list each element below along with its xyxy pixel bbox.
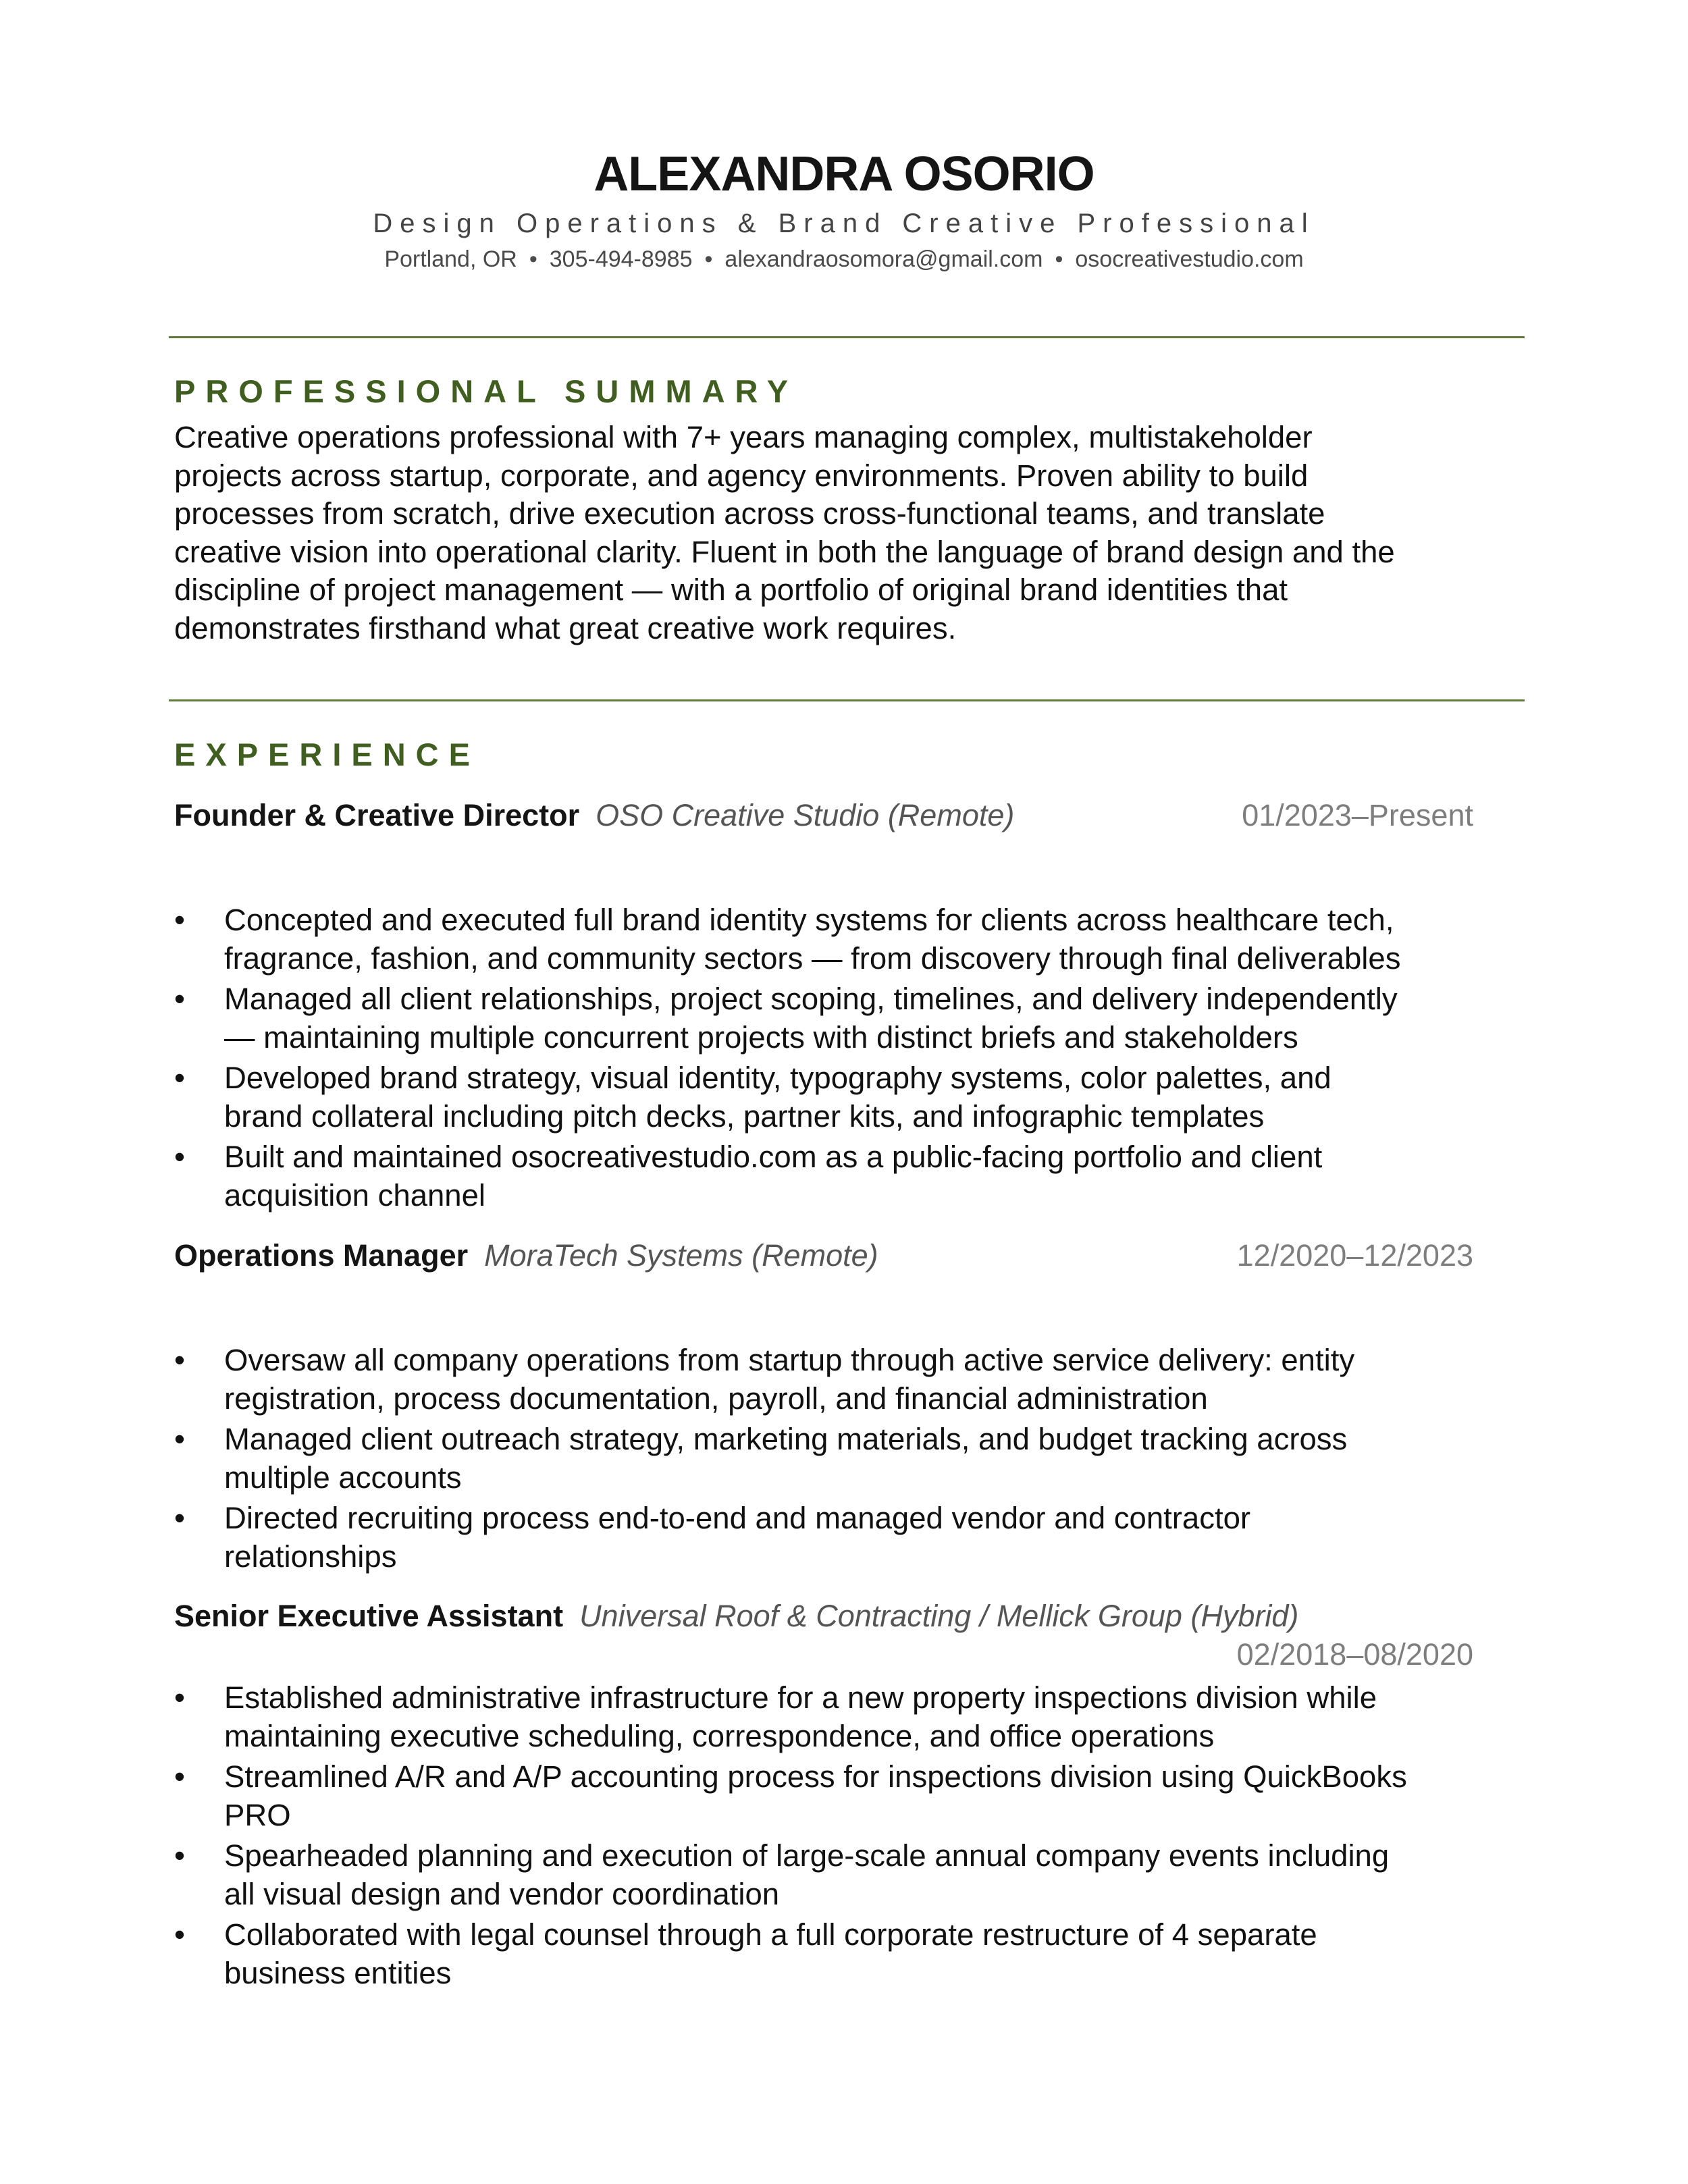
- bullet-text: Built and maintained osocreativestudio.com as a public-facing portfolio and client: [224, 1140, 1323, 1174]
- bullet-text: acquisition channel: [224, 1177, 486, 1213]
- summary-heading: PROFESSIONAL SUMMARY: [174, 373, 799, 409]
- bullet-marker: •: [174, 1343, 185, 1377]
- summary-line: Creative operations professional with 7+ years managing complex, multistakeholder: [174, 420, 1313, 454]
- separator-dot: •: [529, 246, 537, 272]
- bullet-marker: •: [174, 1680, 185, 1715]
- bullet-marker: •: [174, 1917, 185, 1952]
- job-dates: 02/2018–08/2020: [1236, 1637, 1473, 1672]
- bullet-text: Streamlined A/R and A/P accounting process for inspections division using QuickBooks: [224, 1759, 1407, 1794]
- bullet-text: Directed recruiting process end-to-end and managed vendor and contractor: [224, 1501, 1251, 1535]
- list-item: [174, 1059, 1531, 1136]
- list-item: [174, 1679, 1531, 1755]
- job-header: [174, 797, 1014, 834]
- bullet-text: fragrance, fashion, and community sectors — from discovery through final deliverables: [224, 940, 1401, 976]
- bullet-marker: •: [174, 1422, 185, 1456]
- list-item: [174, 1499, 1531, 1576]
- contact-website: osocreativestudio.com: [1075, 246, 1304, 272]
- list-item: [174, 1837, 1531, 1913]
- bullet-text: business entities: [224, 1955, 452, 1990]
- list-item: [174, 1420, 1531, 1497]
- summary-line: projects across startup, corporate, and agency environments. Proven ability to build: [174, 458, 1309, 493]
- candidate-name: ALEXANDRA OSORIO: [594, 147, 1094, 201]
- section-divider: [169, 336, 1525, 338]
- bullet-text: Spearheaded planning and execution of large-scale annual company events including: [224, 1838, 1390, 1873]
- job-company: Universal Roof & Contracting / Mellick Group (Hybrid): [579, 1599, 1299, 1633]
- bullet-text: PRO: [224, 1797, 291, 1832]
- bullet-marker: •: [174, 1140, 185, 1174]
- job-dates: 01/2023–Present: [1242, 798, 1473, 832]
- job-bullets: [174, 1679, 1531, 1995]
- candidate-tagline: Design Operations & Brand Creative Professional: [373, 209, 1315, 238]
- section-divider: [169, 699, 1525, 701]
- bullet-text: relationships: [224, 1539, 397, 1574]
- list-item: [174, 1138, 1531, 1215]
- bullet-text: Oversaw all company operations from startup through active service delivery: entity: [224, 1343, 1355, 1377]
- bullet-marker: •: [174, 1759, 185, 1794]
- list-item: [174, 1916, 1531, 1992]
- contact-line: [0, 244, 1688, 274]
- bullet-marker: •: [174, 903, 185, 937]
- summary-line: discipline of project management — with a portfolio of original brand identities that: [174, 572, 1288, 607]
- job-header: [174, 1597, 1298, 1635]
- summary-line: processes from scratch, drive execution across cross-functional teams, and translate: [174, 496, 1325, 531]
- bullet-text: brand collateral including pitch decks, partner kits, and infographic templates: [224, 1098, 1265, 1134]
- summary-line: creative vision into operational clarity. Fluent in both the language of brand design and the: [174, 534, 1395, 569]
- list-item: [174, 980, 1531, 1057]
- separator-dot: •: [704, 246, 713, 272]
- summary-line: demonstrates firsthand what great creative work requires.: [174, 610, 957, 645]
- contact-phone: 305-494-8985: [549, 246, 693, 272]
- bullet-text: Developed brand strategy, visual identity, typography systems, color palettes, and: [224, 1061, 1331, 1095]
- contact-email: alexandraosomora@gmail.com: [724, 246, 1043, 272]
- list-item: [174, 1341, 1531, 1418]
- bullet-text: all visual design and vendor coordination: [224, 1876, 780, 1911]
- bullet-text: multiple accounts: [224, 1460, 462, 1495]
- bullet-marker: •: [174, 982, 185, 1016]
- job-header: [174, 1237, 878, 1275]
- bullet-text: Established administrative infrastructure for a new property inspections division while: [224, 1680, 1377, 1715]
- list-item: [174, 901, 1531, 978]
- job-title: Operations Manager: [174, 1238, 469, 1273]
- bullet-text: — maintaining multiple concurrent projects with distinct briefs and stakeholders: [224, 1019, 1298, 1055]
- bullet-text: maintaining executive scheduling, correspondence, and office operations: [224, 1718, 1215, 1753]
- bullet-text: Managed client outreach strategy, marketing materials, and budget tracking across: [224, 1422, 1348, 1456]
- job-title: Senior Executive Assistant: [174, 1599, 564, 1633]
- bullet-text: Concepted and executed full brand identity systems for clients across healthcare tech,: [224, 903, 1394, 937]
- bullet-text: Collaborated with legal counsel through a full corporate restructure of 4 separate: [224, 1917, 1317, 1952]
- separator-dot: •: [1055, 246, 1063, 272]
- bullet-text: Managed all client relationships, project scoping, timelines, and delivery independently: [224, 982, 1398, 1016]
- contact-location: Portland, OR: [384, 246, 517, 272]
- job-title: Founder & Creative Director: [174, 798, 580, 832]
- job-company: OSO Creative Studio (Remote): [596, 798, 1015, 832]
- bullet-marker: •: [174, 1501, 185, 1535]
- experience-heading: EXPERIENCE: [174, 737, 480, 772]
- bullet-text: registration, process documentation, payroll, and financial administration: [224, 1381, 1208, 1416]
- job-bullets: [174, 901, 1531, 1217]
- bullet-marker: •: [174, 1061, 185, 1095]
- summary-text: [174, 419, 1531, 647]
- bullet-marker: •: [174, 1838, 185, 1873]
- job-bullets: [174, 1341, 1531, 1578]
- job-company: MoraTech Systems (Remote): [484, 1238, 878, 1273]
- list-item: [174, 1758, 1531, 1834]
- job-dates: 12/2020–12/2023: [1236, 1238, 1473, 1273]
